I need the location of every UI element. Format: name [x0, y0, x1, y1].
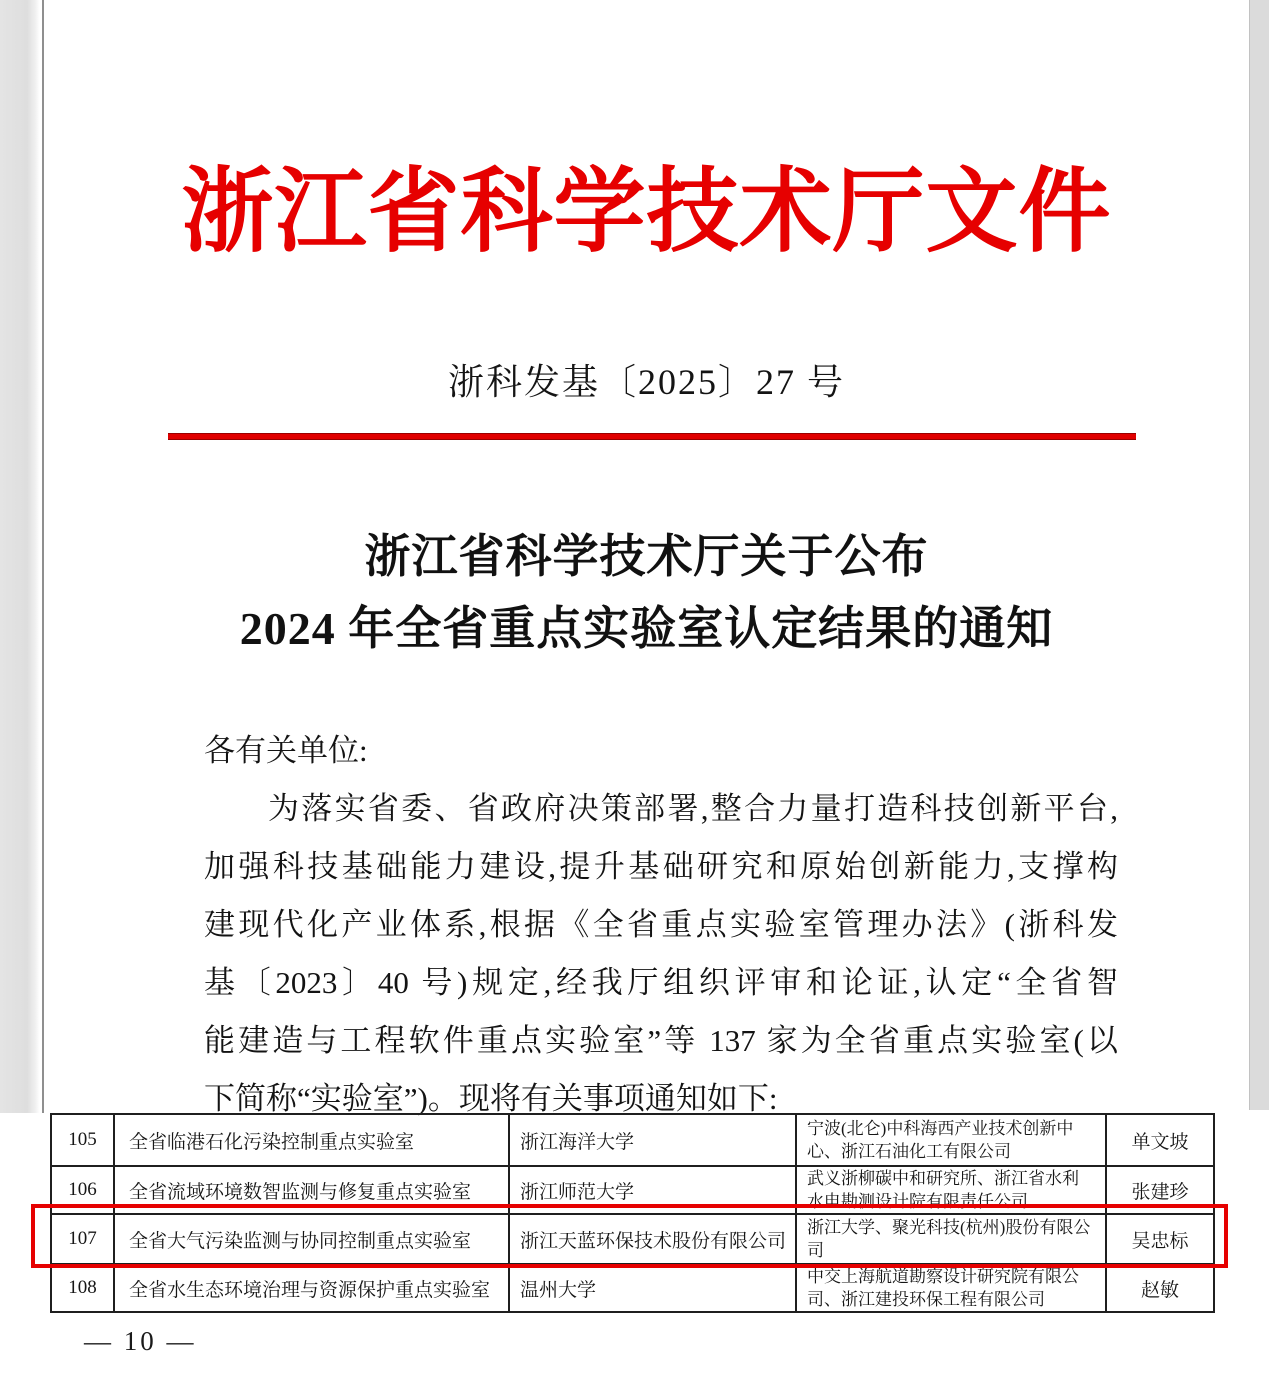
lab-name-cell: 全省水生态环境治理与资源保护重点实验室 [114, 1264, 509, 1312]
salutation: 各有关单位: [204, 733, 368, 768]
body-line-2: 加强科技基础能力建设,提升基础研究和原始创新能力,支撑构 [204, 849, 1118, 884]
partner-units-cell: 中交上海航道勘察设计研究院有限公司、浙江建投环保工程有限公司 [796, 1264, 1106, 1312]
host-unit-cell: 浙江海洋大学 [509, 1114, 796, 1166]
row-number-cell: 108 [51, 1264, 114, 1312]
director-cell: 吴忠标 [1106, 1214, 1214, 1264]
lab-name-cell: 全省流域环境数智监测与修复重点实验室 [114, 1166, 509, 1214]
table-row-highlighted [51, 1214, 1214, 1264]
page-number: — 10 — [84, 1326, 197, 1356]
table-row [51, 1264, 1214, 1312]
host-unit-cell: 浙江天蓝环保技术股份有限公司 [509, 1214, 796, 1264]
body-line-3: 建现代化产业体系,根据《全省重点实验室管理办法》(浙科发 [204, 907, 1118, 942]
body-line-5: 能建造与工程软件重点实验室”等 137 家为全省重点实验室(以 [204, 1023, 1118, 1058]
notice-title-line2: 2024 年全省重点实验室认定结果的通知 [239, 603, 1054, 654]
row-number-cell: 107 [51, 1214, 114, 1264]
row-number-cell: 106 [51, 1166, 114, 1214]
host-unit-cell: 温州大学 [509, 1264, 796, 1312]
director-cell: 单文坡 [1106, 1114, 1214, 1166]
director-cell: 赵敏 [1106, 1264, 1214, 1312]
letterhead-red-rule [168, 433, 1136, 440]
scan-left-edge [0, 0, 44, 1113]
document-number: 浙科发基〔2025〕27 号 [447, 362, 845, 402]
table-row [51, 1114, 1214, 1166]
body-line-4: 基〔2023〕40 号)规定,经我厅组织评审和论证,认定“全省智 [204, 965, 1118, 1000]
director-cell: 张建珍 [1106, 1166, 1214, 1214]
partner-units-cell: 浙江大学、聚光科技(杭州)股份有限公司 [796, 1214, 1106, 1264]
partner-units-cell: 宁波(北仑)中科海西产业技术创新中心、浙江石油化工有限公司 [796, 1114, 1106, 1166]
letterhead-title: 浙江省科学技术厅文件 [181, 161, 1112, 263]
laboratory-table [50, 1113, 1215, 1313]
body-line-1: 为落实省委、省政府决策部署,整合力量打造科技创新平台, [268, 791, 1118, 826]
partner-units-cell: 武义浙柳碳中和研究所、浙江省水利水电勘测设计院有限责任公司 [796, 1166, 1106, 1214]
lab-name-cell: 全省大气污染监测与协同控制重点实验室 [114, 1214, 509, 1264]
notice-title-line1: 浙江省科学技术厅关于公布 [364, 531, 929, 582]
table-row [51, 1166, 1214, 1214]
body-text [204, 722, 1118, 1128]
lab-name-cell: 全省临港石化污染控制重点实验室 [114, 1114, 509, 1166]
scan-right-edge [1249, 0, 1269, 1110]
body-line-6: 下简称“实验室”)。现将有关事项通知如下: [204, 1081, 778, 1116]
host-unit-cell: 浙江师范大学 [509, 1166, 796, 1214]
row-number-cell: 105 [51, 1114, 114, 1166]
